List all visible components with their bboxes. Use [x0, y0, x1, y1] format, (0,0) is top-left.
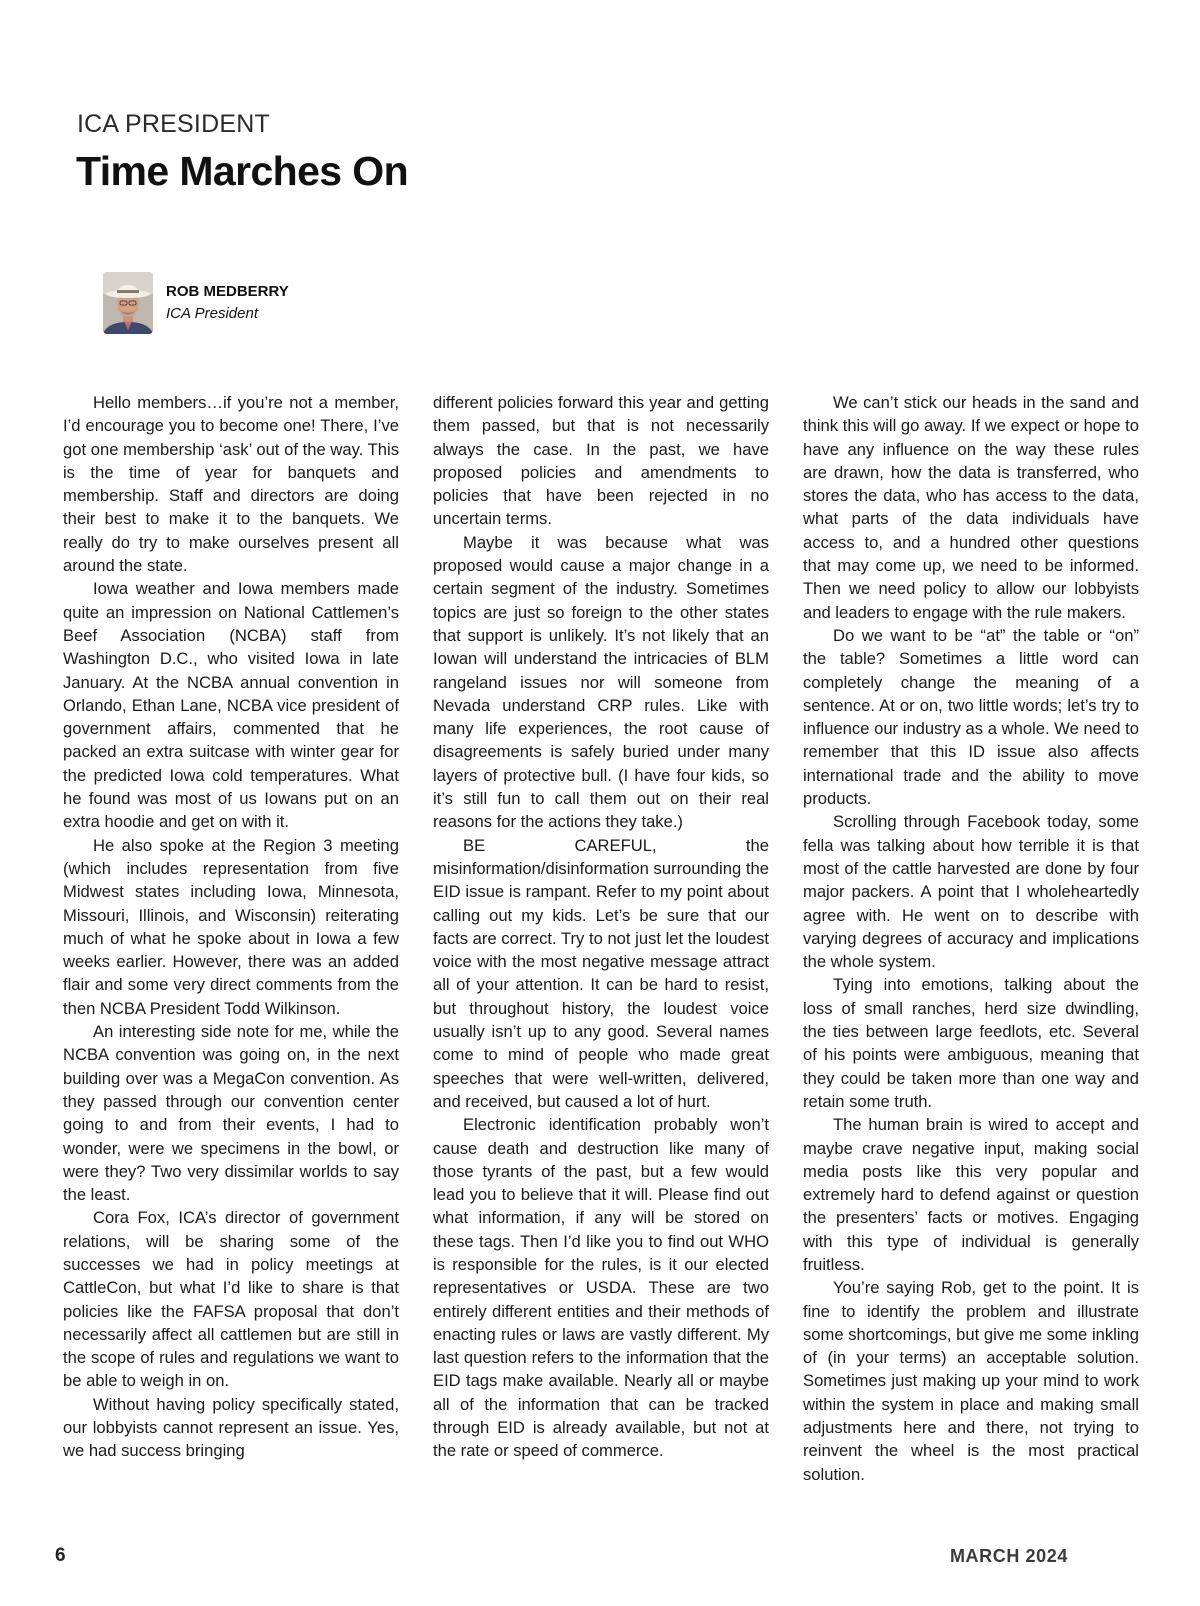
- paragraph: Scrolling through Facebook today, some fella was talking about how terrible it is that most of the cattle harvested are done by four major packers. A point that I wholeheartedly agree with. He went on to describe with varying degrees of accuracy and implications the whole system.: [803, 812, 1139, 972]
- paragraph: BE CAREFUL, the misinformation/disinformation surrounding the EID issue is rampant. Refer to my point about calling out my kids. Let’s be sure that our facts are correct. Try to not just let the loudest voice with the most negative message attract all of your attention. It can be hard to resist, but throughout history, the loudest voice usually isn’t up to any good. Several names come to mind of people who made great speeches that were well-written, delivered, and received, but caused a lot of hurt.: [433, 835, 769, 1111]
- paragraph-continued: different policies forward this year and getting them passed, but that is not necessarily always the case. In the past, we have proposed policies and amendments to policies that have been rejected in no uncertain terms.: [433, 393, 769, 529]
- paragraph: Cora Fox, ICA’s director of government relations, will be sharing some of the successes we had in policy meetings at CattleCon, but what I’d like to share is that policies like the FAFSA proposal that don’t necessarily affect all cattlemen but are still in the scope of rules and regulations we want to be able to weigh in on.: [63, 1208, 399, 1391]
- page-number: 6: [55, 1545, 66, 1566]
- paragraph: We can’t stick our heads in the sand and think this will go away. If we expect or hope to have any influence on the way these rules are drawn, how the data is transferred, who stores the data, who has access to the data, what parts of the data individuals have access to, and a hundred other questions that may come up, we need to be informed. Then we need policy to allow our lobbyists and leaders to engage with the rule makers.: [803, 393, 1139, 622]
- author-byline: [103, 272, 503, 336]
- paragraph: The human brain is wired to accept and maybe crave negative input, making social media posts like this very popular and extremely hard to defend against or question the presenters’ facts or motives. Engaging with this type of individual is generally fruitless.: [803, 1115, 1139, 1274]
- article-column-1: [63, 391, 399, 1463]
- article-column-2: [433, 391, 769, 1463]
- paragraph: Maybe it was because what was proposed would cause a major change in a certain segment of the industry. Sometimes topics are just so foreign to the other states that support is unlikely. It’s not likely that an Iowan will understand the intricacies of BLM rangeland issues nor will someone from Nevada understand CRP rules. Like with many life experiences, the root cause of disagreements is safely buried under many layers of protective bull. (I have four kids, so it’s still fun to call them out on their real reasons for the actions they take.): [433, 532, 769, 832]
- paragraph: You’re saying Rob, get to the point. It is fine to identify the problem and illustrate some shortcomings, but give me some inkling of (in your terms) an acceptable solution. Sometimes just making up your mind to work within the system in place and making small adjustments here and there, not trying to reinvent the wheel is the most practical solution.: [803, 1278, 1139, 1484]
- article-column-3: [803, 391, 1139, 1486]
- issue-date: MARCH 2024: [949, 1546, 1068, 1566]
- paragraph: Hello members…if you’re not a member, I’d encourage you to become one! There, I’ve got one membership ‘ask’ out of the way. This is the time of year for banquets and membership. Staff and directors are doing their best to make it to the banquets. We really do try to make ourselves present all around the state.: [63, 393, 399, 576]
- page-title: Time Marches On: [76, 148, 409, 194]
- paragraph: Do we want to be “at” the table or “on” the table? Sometimes a little word can completely change the meaning of a sentence. At or on, two little words; let’s try to influence our industry as a whole. We need to remember that this ID issue also affects international trade and the ability to move products.: [803, 625, 1139, 809]
- section-label: ICA PRESIDENT: [77, 110, 270, 138]
- paragraph: An interesting side note for me, while the NCBA convention was going on, in the next building over was a MegaCon convention. As they passed through our convention center going to and from their events, I had to wonder, were we specimens in the bowl, or were they? Two very dissimilar worlds to say the least.: [63, 1022, 399, 1205]
- paragraph: Iowa weather and Iowa members made quite an impression on National Cattlemen’s Beef Association (NCBA) staff from Washington D.C., who visited Iowa in late January. At the NCBA annual convention in Orlando, Ethan Lane, NCBA vice president of government affairs, commented that he packed an extra suitcase with winter gear for the predicted Iowa cold temperatures. What he found was most of us Iowans put on an extra hoodie and get on with it.: [63, 579, 399, 832]
- paragraph: He also spoke at the Region 3 meeting (which includes representation from five Midwest states including Iowa, Minnesota, Missouri, Illinois, and Wisconsin) reiterating much of what he spoke about in Iowa a few weeks earlier. However, there was an added flair and some very direct comments from the then NCBA President Todd Wilkinson.: [63, 835, 399, 1018]
- author-photo: [103, 272, 153, 334]
- author-portrait-icon: [103, 272, 153, 334]
- author-name: ROB MEDBERRY: [166, 283, 289, 300]
- paragraph: Electronic identification probably won’t cause death and destruction like many of those tyrants of the past, but a few would lead you to believe that it will. Please find out what information, if any will be stored on these tags. Then I’d like you to find out WHO is responsible for the rules, is it our elected representatives or USDA. These are two entirely different entities and their methods of enacting rules or laws are vastly different. My last question refers to the information that the EID tags make available. Nearly all or maybe all of the information that can be tracked through EID is already available, but not at the rate or speed of commerce.: [433, 1115, 769, 1461]
- paragraph: Without having policy specifically stated, our lobbyists cannot represent an issue. Yes, we had success bringing: [63, 1394, 399, 1461]
- author-role: ICA President: [166, 305, 258, 322]
- paragraph: Tying into emotions, talking about the loss of small ranches, herd size dwindling, the ties between large feedlots, etc. Several of his points were ambiguous, meaning that they could be taken more than one way and retain some truth.: [803, 975, 1139, 1111]
